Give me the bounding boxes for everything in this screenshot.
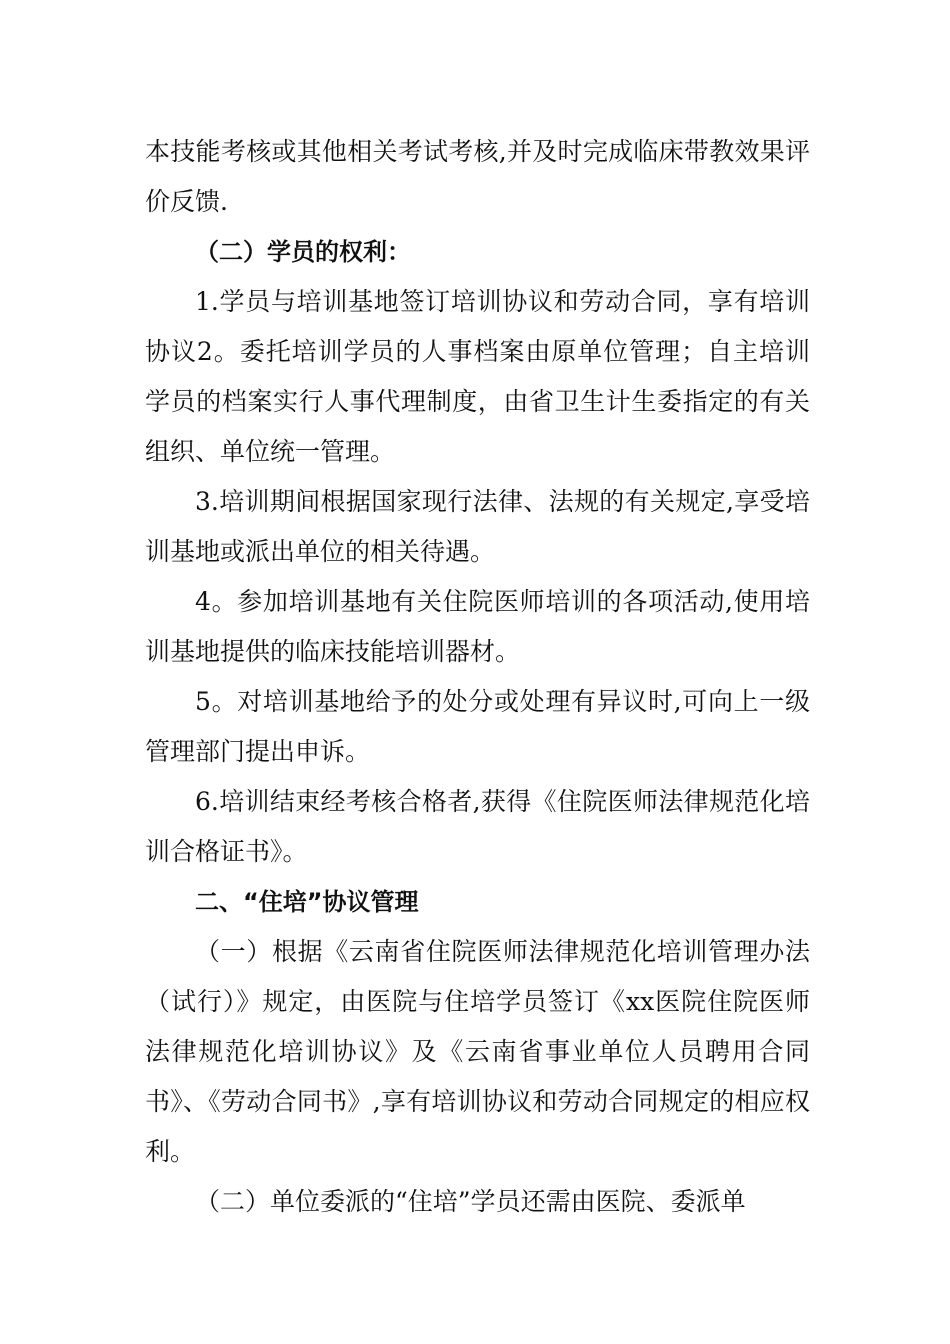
section-heading: 二、“住培”协议管理 bbox=[195, 888, 419, 916]
document-body bbox=[145, 127, 810, 1227]
body-paragraph: 1.学员与培训基地签订培训协议和劳动合同，享有培训协议2。委托培训学员的人事档案由原单位管理；自主培训学员的档案实行人事代理制度，由省卫生计生委指定的有关组织、单位统一管理。 bbox=[145, 287, 810, 466]
section-heading: （二）学员的权利： bbox=[195, 238, 411, 266]
body-paragraph: （二）单位委派的“住培”学员还需由医院、委派单 bbox=[195, 1187, 746, 1216]
body-paragraph: （一）根据《云南省住院医师法律规范化培训管理办法（试行）》规定，由医院与住培学员签订《xx医院住院医师法律规范化培训协议》及《云南省事业单位人员聘用合同书》、《劳动合同书》,享有培训协议和劳动合同规定的相应权利。 bbox=[145, 937, 810, 1166]
body-paragraph: 5。对培训基地给予的处分或处理有异议时,可向上一级管理部门提出申诉。 bbox=[145, 687, 810, 766]
body-paragraph: 6.培训结束经考核合格者,获得《住院医师法律规范化培训合格证书》。 bbox=[145, 787, 810, 866]
body-paragraph: 4。参加培训基地有关住院医师培训的各项活动,使用培训基地提供的临床技能培训器材。 bbox=[145, 587, 810, 666]
body-paragraph: 本技能考核或其他相关考试考核,并及时完成临床带教效果评价反馈. bbox=[145, 137, 810, 216]
body-paragraph: 3.培训期间根据国家现行法律、法规的有关规定,享受培训基地或派出单位的相关待遇。 bbox=[145, 487, 810, 566]
